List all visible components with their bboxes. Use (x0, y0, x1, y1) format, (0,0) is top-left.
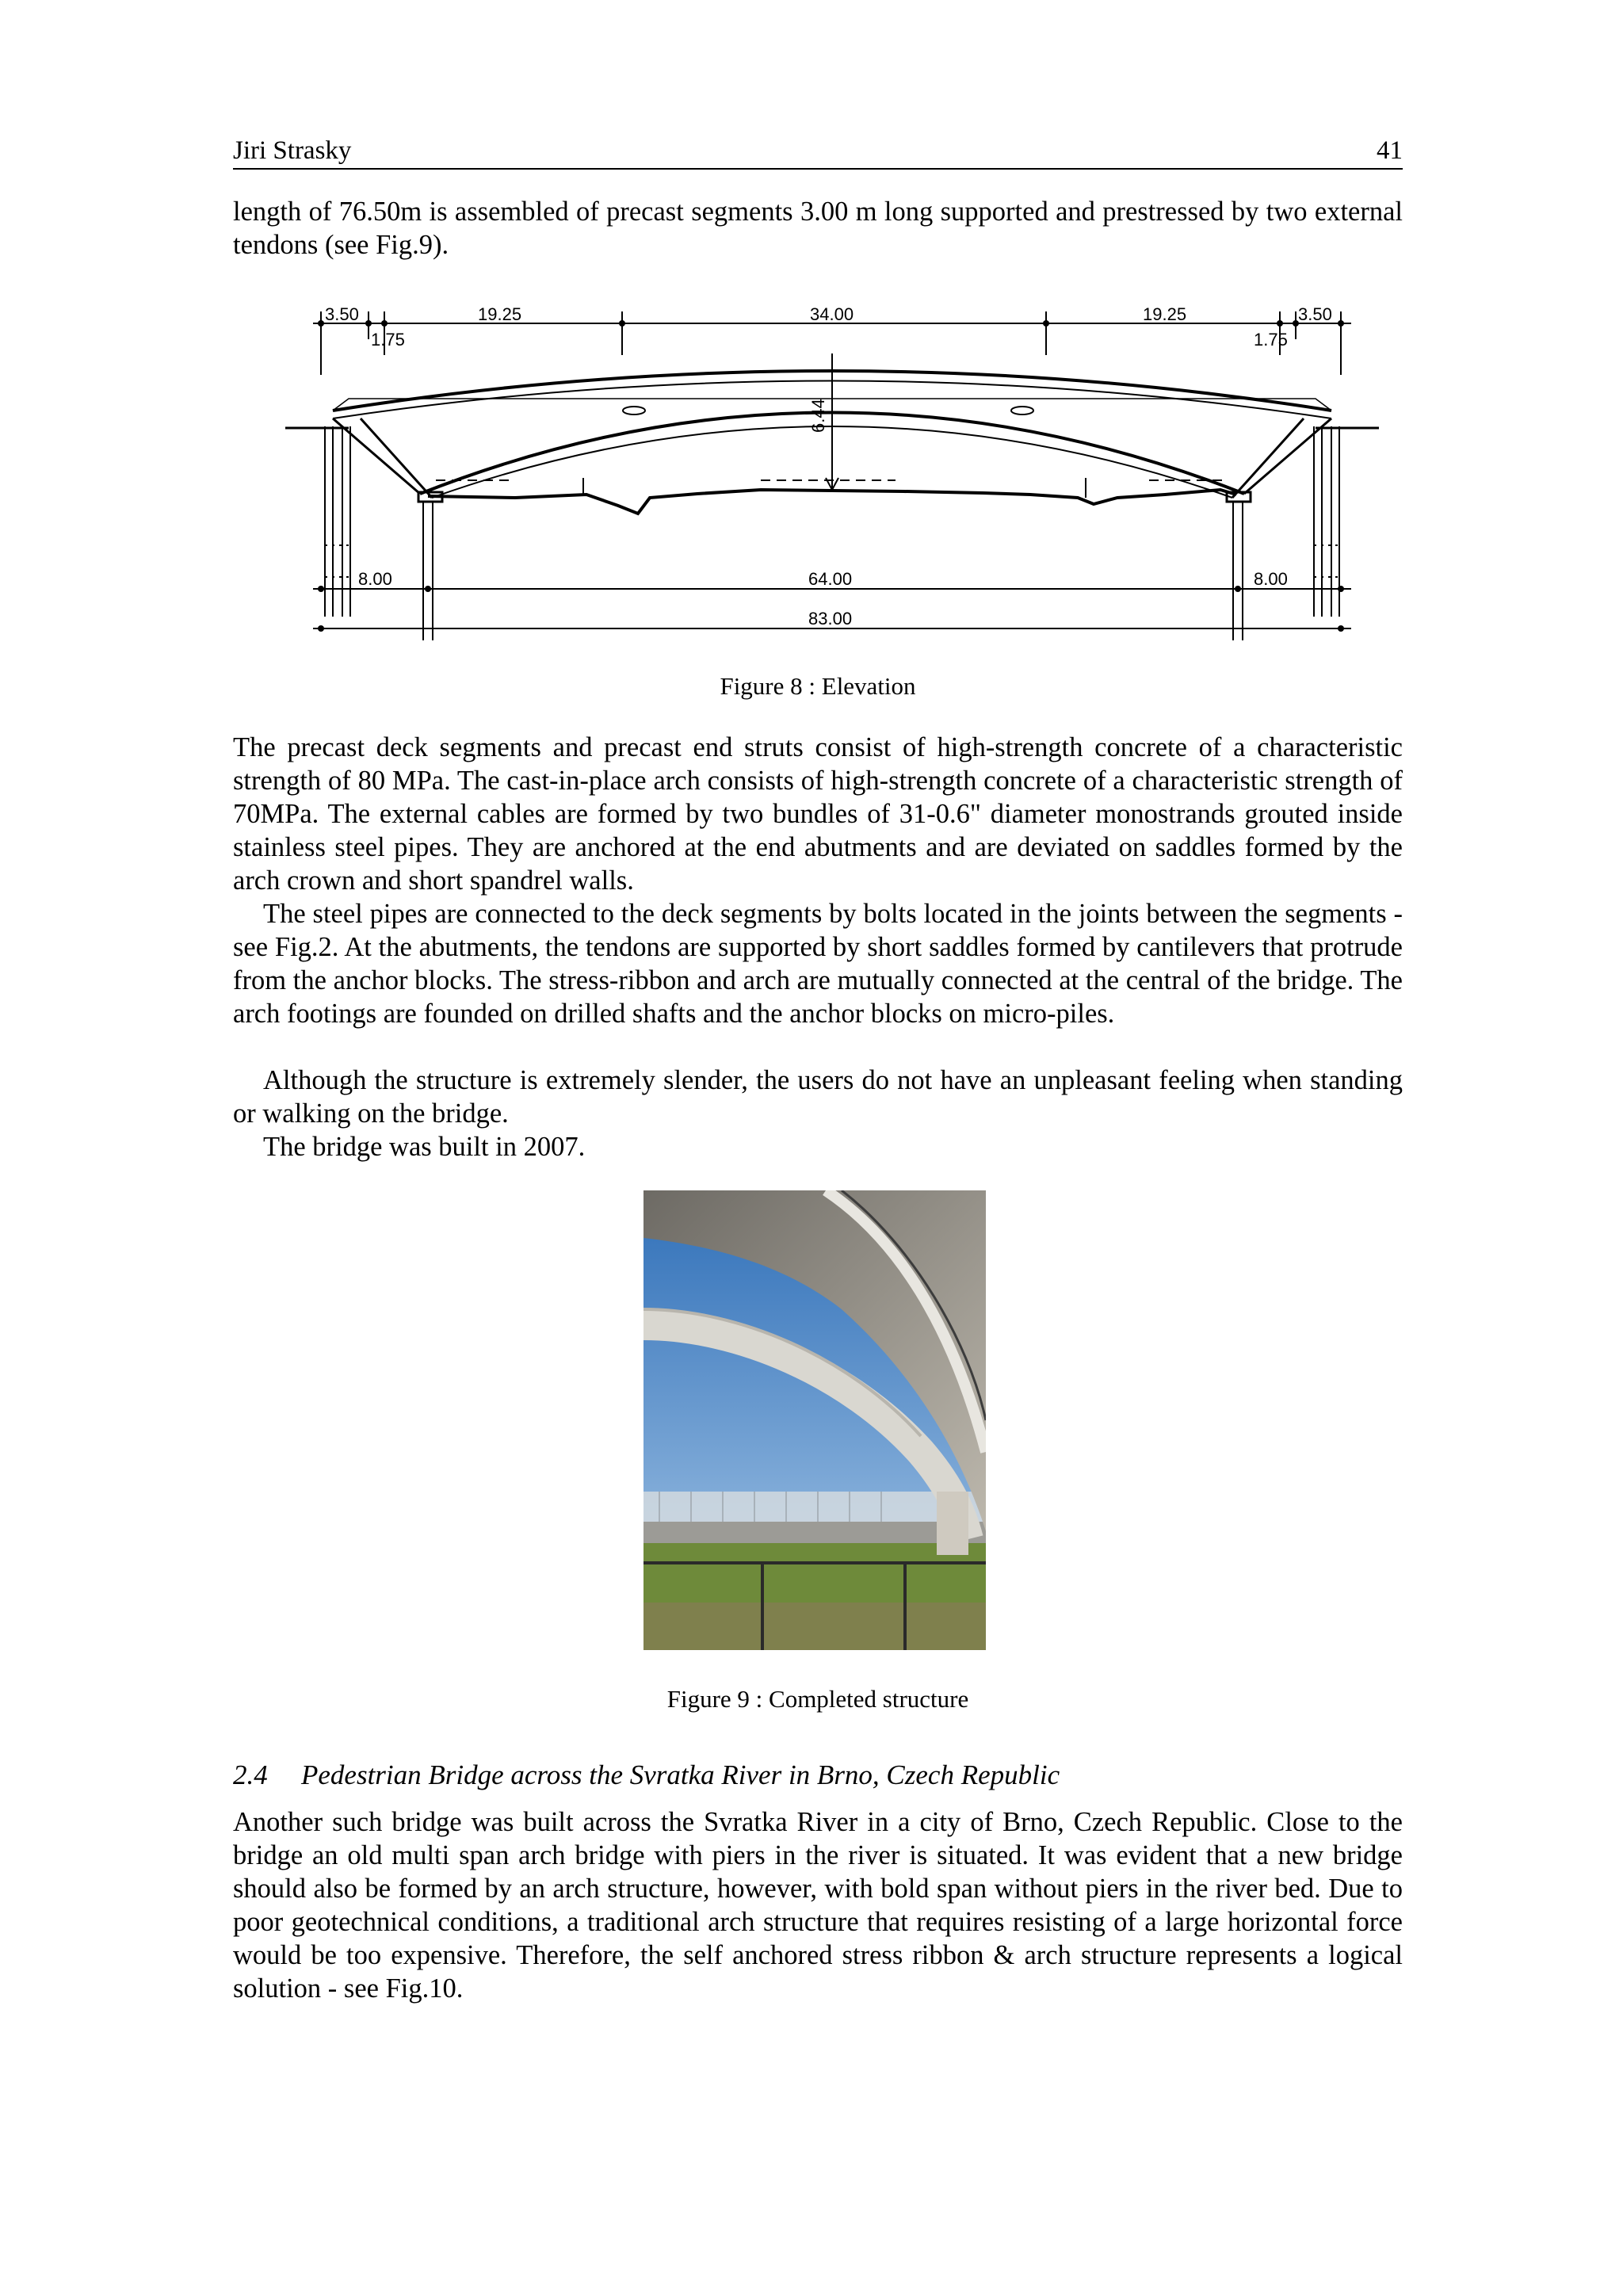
dim-3-50-left: 3.50 (325, 304, 359, 324)
dim-3-50-right: 3.50 (1298, 304, 1332, 324)
section-number: 2.4 (233, 1759, 268, 1790)
figure-9-caption: Figure 9 : Completed structure (666, 1685, 969, 1713)
dim-1-75-left: 1.75 (371, 330, 405, 350)
dim-19-25-right: 19.25 (1143, 304, 1187, 324)
figure-9-photo (643, 1190, 986, 1650)
dim-34-00: 34.00 (810, 304, 854, 324)
paragraph-steel-pipes: The steel pipes are connected to the deck segments by bolts located in the joints between the segments - see Fig.2. At the abutments, the tendons are supported by short saddles formed by cantilevers that protrude from the anchor blocks. The stress-ribbon and arch are mutually connected at the central of the bridge. The arch footings are founded on drilled shafts and the anchor blocks on micro-piles. (233, 899, 1403, 1029)
dim-1-75-right: 1.75 (1254, 330, 1288, 350)
header-author: Jiri Strasky (233, 136, 352, 165)
section-title: Pedestrian Bridge across the Svratka River in Brno, Czech Republic (301, 1759, 1060, 1790)
paragraph-slender: Although the structure is extremely slender, the users do not have an unpleasant feeling when standing or walking on the bridge. (233, 1065, 1403, 1129)
header-page-number: 41 (1377, 136, 1403, 165)
paragraph-intro: length of 76.50m is assembled of precast segments 3.00 m long supported and prestressed by two external tendons (see Fig.9). (233, 197, 1403, 260)
dim-rise-6-44: 6.44 (808, 399, 828, 433)
figure-8-caption: Figure 8 : Elevation (720, 672, 916, 700)
dim-19-25-left: 19.25 (478, 304, 522, 324)
river-bed-profile (428, 490, 1236, 514)
figure-8-elevation-drawing (285, 300, 1395, 648)
dim-8-00-right: 8.00 (1254, 569, 1288, 589)
running-header (233, 128, 1403, 170)
paragraph-concrete: The precast deck segments and precast end struts consist of high-strength concrete of a characteristic strength of 80 MPa. The cast-in-place arch consists of high-strength concrete of a characteristic strength of 70MPa. The external cables are formed by two bundles of 31-0.6" diameter monostrands grouted inside stainless steel pipes. They are anchored at the end abutments and are deviated on saddles formed by the arch crown and short spandrel walls. (233, 732, 1403, 896)
dim-8-00-left: 8.00 (358, 569, 392, 589)
dim-64-00: 64.00 (808, 569, 853, 589)
paragraph-svratka: Another such bridge was built across the Svratka River in a city of Brno, Czech Republic. Close to the bridge an old multi span arch bridge with piers in the river is situated. It was evident that a new bridge should also be formed by an arch structure, however, with bold span without piers in the river bed. Due to poor geotechnical conditions, a traditional arch structure that requires resisting of a large horizontal force would be too expensive. Therefore, the self anchored stress ribbon & arch structure represents a logical solution - see Fig.10. (233, 1807, 1403, 2004)
section-heading (233, 1758, 1403, 1793)
paragraph-built-2007: The bridge was built in 2007. (263, 1132, 586, 1162)
dim-83-00: 83.00 (808, 609, 853, 628)
